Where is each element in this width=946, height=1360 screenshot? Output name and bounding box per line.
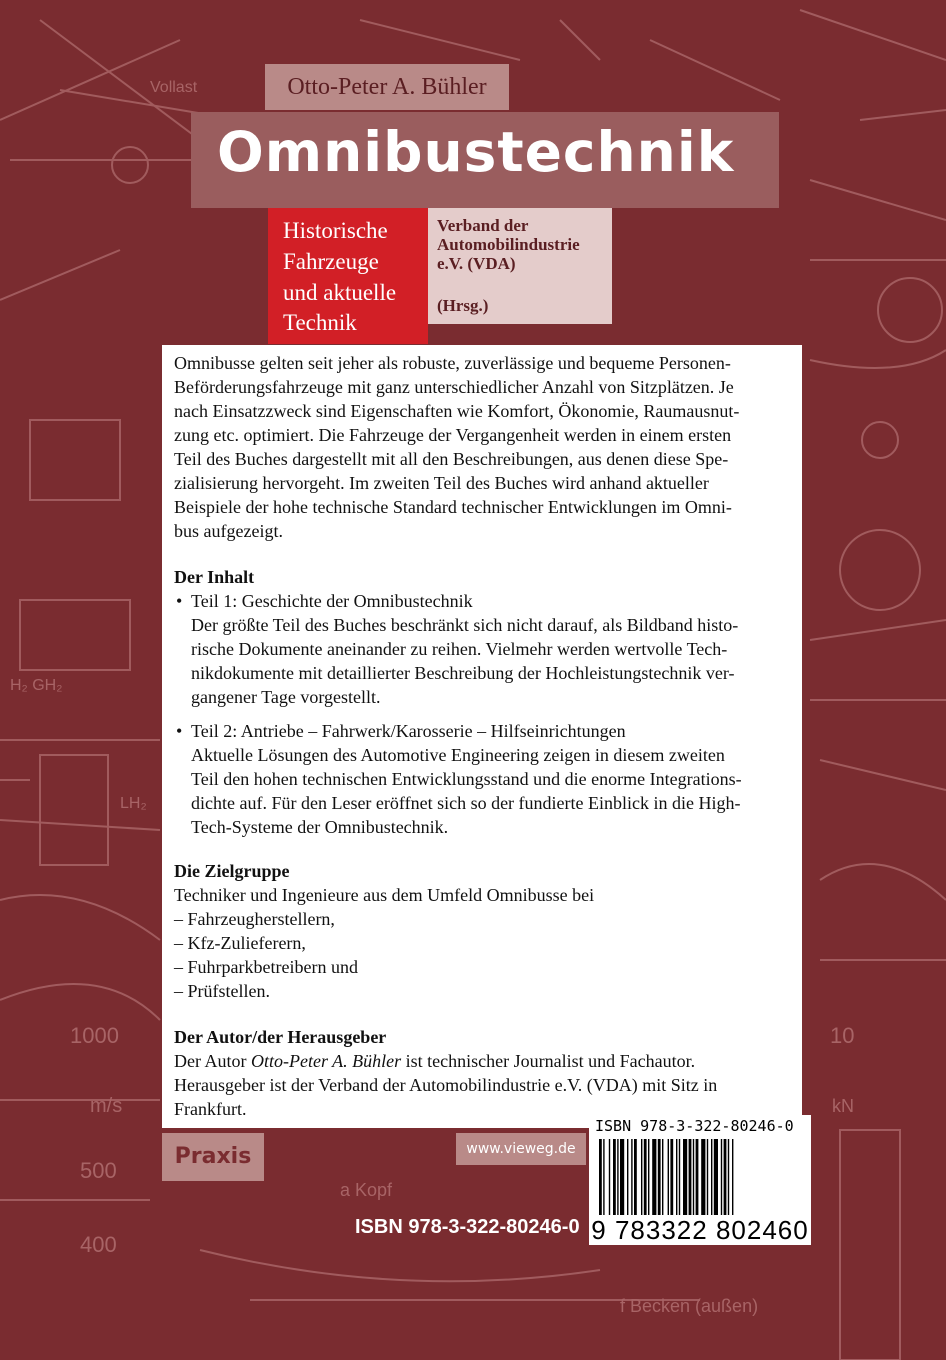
barcode-bar xyxy=(732,1139,733,1215)
bullet-icon: • xyxy=(176,591,183,611)
barcode-bar xyxy=(648,1139,649,1215)
book-title: Omnibustechnik xyxy=(217,120,735,184)
bg-label: 10 xyxy=(830,1023,855,1048)
barcode-bar xyxy=(617,1139,618,1215)
autor-line: Herausgeber ist der Verband der Automobilindustrie e.V. (VDA) mit Sitz in xyxy=(174,1075,718,1095)
barcode-bar xyxy=(627,1139,628,1215)
teil1-line: Der größte Teil des Buches beschränkt sich nicht darauf, als Bildband histo- xyxy=(191,615,739,635)
barcode-bar xyxy=(668,1139,669,1215)
barcode-bar xyxy=(721,1139,722,1215)
subtitle-box xyxy=(268,208,428,344)
intro-line: Teil des Buches dargestellt mit all den Beschreibungen, aus denen diese Spe- xyxy=(174,449,729,469)
intro-line: Beispiele der hohe technische Standard technischer Entwicklungen im Omni- xyxy=(174,497,732,517)
zielgruppe-line: – Fahrzeugherstellern, xyxy=(174,909,335,929)
barcode-bar xyxy=(613,1139,616,1215)
bg-label: Vollast xyxy=(150,79,198,96)
barcode-bar xyxy=(658,1139,661,1215)
section-heading-zielgruppe: Die Zielgruppe xyxy=(174,861,290,881)
section-heading-inhalt: Der Inhalt xyxy=(174,567,255,587)
barcode-bar xyxy=(652,1139,656,1215)
barcode-bar xyxy=(670,1139,673,1215)
teil1-line: rische Dokumente aneinander zu reihen. Vielmehr werden wertvolle Tech- xyxy=(191,639,728,659)
publisher-role: (Hrsg.) xyxy=(437,296,489,315)
barcode-box xyxy=(589,1115,811,1245)
bg-label: H₂ GH₂ xyxy=(10,677,63,694)
teil2-line: Tech-Systeme der Omnibustechnik. xyxy=(191,817,449,837)
bg-label: 400 xyxy=(80,1232,117,1257)
barcode-bar xyxy=(676,1139,677,1215)
bg-label: a Kopf xyxy=(340,1180,393,1200)
teil2-line: Teil den hohen technischen Entwicklungsstand und die enorme Integrations- xyxy=(191,769,742,789)
barcode-bar xyxy=(701,1139,705,1215)
barcode-bar xyxy=(714,1139,718,1215)
book-title-box xyxy=(191,112,779,208)
author-name: Otto-Peter A. Bühler xyxy=(265,64,509,110)
isbn-label: ISBN 978-3-322-80246-0 xyxy=(355,1216,580,1238)
autor-line: Frankfurt. xyxy=(174,1099,247,1119)
bg-label: m/s xyxy=(90,1095,123,1117)
publisher-box xyxy=(428,208,612,324)
teil1-title: Teil 1: Geschichte der Omnibustechnik xyxy=(191,591,473,611)
teil1-line: gangener Tage vorgestellt. xyxy=(191,687,381,707)
subtitle-line: und aktuelle xyxy=(283,280,397,305)
barcode-bar xyxy=(603,1139,604,1215)
intro-line: zung etc. optimiert. Die Fahrzeuge der Vergangenheit werden in einem ersten xyxy=(174,425,732,445)
teil2-title: Teil 2: Antriebe – Fahrwerk/Karosserie – Hilfseinrichtungen xyxy=(191,721,626,741)
zielgruppe-line: Techniker und Ingenieure aus dem Umfeld Omnibusse bei xyxy=(174,885,595,905)
intro-line: bus aufgezeigt. xyxy=(174,521,283,541)
bullet-icon: • xyxy=(176,721,183,741)
intro-line: nach Einsatzzweck sind Eigenschaften wie Komfort, Ökonomie, Raumausnut- xyxy=(174,401,740,421)
barcode-bar xyxy=(599,1139,602,1215)
autor-name: Otto-Peter A. Bühler xyxy=(250,1051,402,1071)
autor-line xyxy=(174,1050,695,1072)
subtitle-line: Historische xyxy=(283,218,388,243)
barcode-bar xyxy=(641,1139,642,1215)
barcode-bar xyxy=(724,1139,727,1215)
bg-label: kN xyxy=(832,1096,854,1116)
barcode-bar xyxy=(634,1139,637,1215)
zielgruppe-line: – Kfz-Zulieferern, xyxy=(174,933,306,953)
barcode-bar xyxy=(609,1139,610,1215)
teil2-line: Aktuelle Lösungen des Automotive Engineering zeigen in diesem zweiten xyxy=(191,745,725,765)
bg-label: f Becken (außen) xyxy=(620,1296,759,1316)
barcode-bar xyxy=(631,1139,632,1215)
intro-line: Beförderungsfahrzeuge mit ganz unterschiedlicher Anzahl von Sitzplätzen. Je xyxy=(174,377,734,397)
barcode-bar xyxy=(644,1139,647,1215)
barcode-bar xyxy=(707,1139,708,1215)
barcode-bar xyxy=(711,1139,712,1215)
barcode-isbn: ISBN 978-3-322-80246-0 xyxy=(595,1117,794,1135)
teil2-line: dichte auf. Für den Leser eröffnet sich so der fundierte Einblick in die High- xyxy=(191,793,741,813)
zielgruppe-line: – Fuhrparkbetreibern und xyxy=(174,957,358,977)
barcode-bar xyxy=(689,1139,692,1215)
subtitle-line: Fahrzeuge xyxy=(283,249,379,274)
intro-line: zialisierung hervorgeht. Im zweiten Teil des Buches wird anhand aktueller xyxy=(174,473,709,493)
section-heading-autor: Der Autor/der Herausgeber xyxy=(174,1027,387,1047)
barcode-bar xyxy=(679,1139,680,1215)
bg-label: LH₂ xyxy=(120,795,147,812)
bg-label: 500 xyxy=(80,1158,117,1183)
autor-suffix: ist technischer Journalist und Fachautor. xyxy=(401,1051,696,1071)
bg-label: 1000 xyxy=(70,1023,119,1048)
barcode-bar xyxy=(728,1139,729,1215)
intro-line: Omnibusse gelten seit jeher als robuste, zuverlässige und bequeme Personen- xyxy=(174,353,731,373)
description-panel xyxy=(162,345,802,1128)
barcode-bar xyxy=(683,1139,687,1215)
publisher-line: Automobilindustrie xyxy=(437,235,580,254)
barcode-bar xyxy=(620,1139,624,1215)
autor-prefix: Der Autor xyxy=(174,1051,251,1071)
barcode-bar xyxy=(693,1139,694,1215)
publisher-website: www.vieweg.de xyxy=(456,1133,586,1165)
teil1-line: nikdokumente mit detaillierter Beschreibung der Hochleistungstechnik ver- xyxy=(191,663,735,683)
zielgruppe-line: – Prüfstellen. xyxy=(174,981,270,1001)
series-label: Praxis xyxy=(162,1133,264,1181)
barcode-digits: 9 783322 802460 xyxy=(591,1215,809,1245)
barcode-bar xyxy=(662,1139,663,1215)
subtitle-line: Technik xyxy=(283,310,357,335)
publisher-line: Verband der xyxy=(437,216,529,235)
barcode-icon xyxy=(599,1139,801,1215)
publisher-line: e.V. (VDA) xyxy=(437,254,516,273)
barcode-bar xyxy=(696,1139,699,1215)
